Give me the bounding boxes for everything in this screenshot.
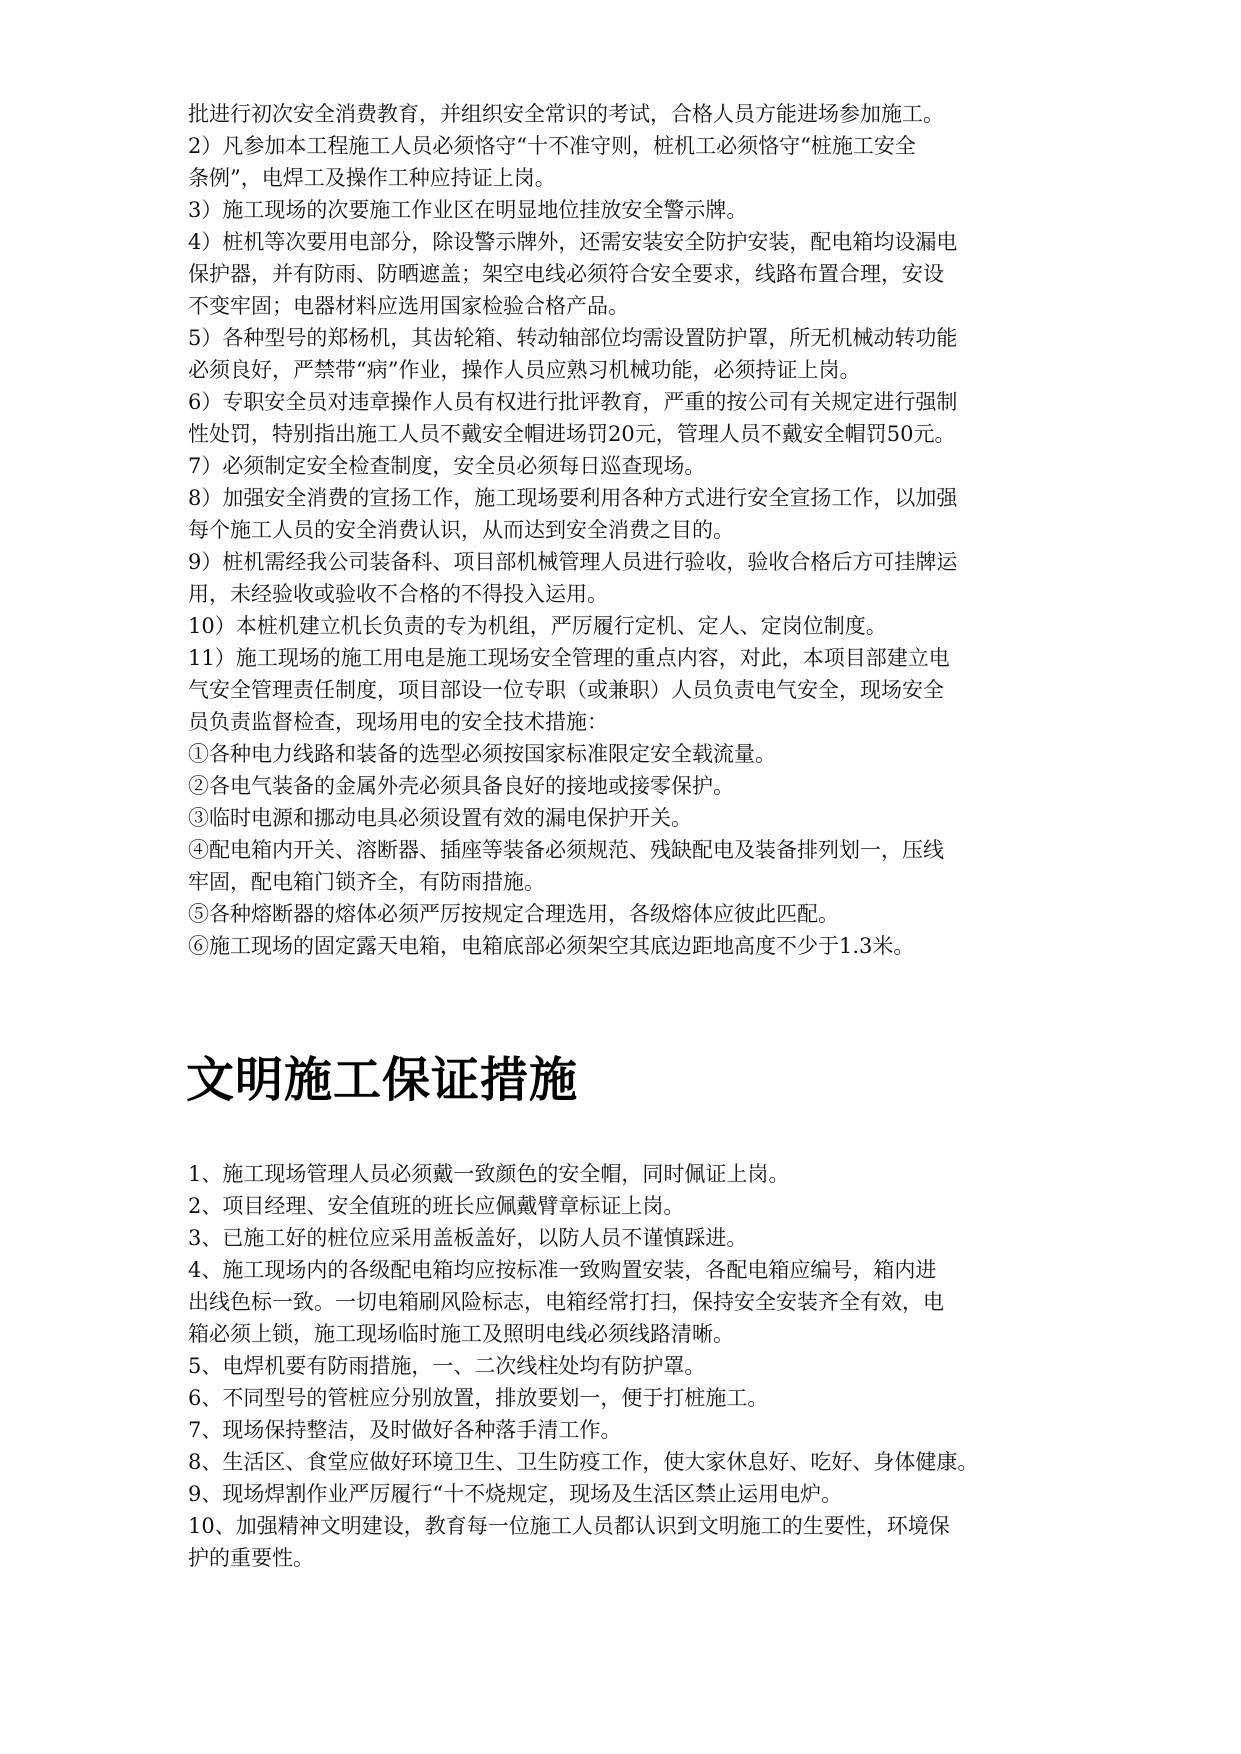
text-line: 2）凡参加本工程施工人员必须恪守“十不准守则，桩机工必须恪守“桩施工安全 [188,134,916,158]
text-line: 护的重要性。 [188,1546,314,1570]
text-line: 条例”，电焊工及操作工种应持证上岗。 [188,166,556,190]
text-line: 5）各种型号的郑杨机，其齿轮箱、转动轴部位均需设置防护罩，所无机械动转功能 [188,326,958,350]
civilized-construction-text [188,1158,1068,1574]
text-line: 2、项目经理、安全值班的班长应佩戴臂章标证上岗。 [188,1194,685,1218]
text-line: 9）桩机需经我公司装备科、项目部机械管理人员进行验收，验收合格后方可挂牌运 [188,550,958,574]
text-line: 员负责监督检查，现场用电的安全技术措施： [188,710,608,734]
text-line: 1、施工现场管理人员必须戴一致颜色的安全帽，同时佩证上岗。 [188,1162,790,1186]
text-line: 不变牢固；电器材料应选用国家检验合格产品。 [188,294,629,318]
text-line: 9、现场焊割作业严厉履行“十不烧规定，现场及生活区禁止运用电炉。 [188,1482,843,1506]
text-line: ④配电箱内开关、溶断器、插座等装备必须规范、残缺配电及装备排列划一，压线 [188,838,944,862]
text-line: 8）加强安全消费的宣扬工作，施工现场要利用各种方式进行安全宣扬工作，以加强 [188,486,958,510]
text-line: 保护器，并有防雨、防晒遮盖；架空电线必须符合安全要求，线路布置合理，安设 [188,262,944,286]
text-line: ③临时电源和挪动电具必须设置有效的漏电保护开关。 [188,806,692,830]
safety-measures-text [188,98,1068,962]
text-line: 3、已施工好的桩位应采用盖板盖好，以防人员不谨慎踩进。 [188,1226,748,1250]
text-line: 6）专职安全员对违章操作人员有权进行批评教育，严重的按公司有关规定进行强制 [188,390,958,414]
text-line: 气安全管理责任制度，项目部设一位专职（或兼职）人员负责电气安全，现场安全 [188,678,944,702]
text-line: 10）本桩机建立机长负责的专为机组，严厉履行定机、定人、定岗位制度。 [188,614,887,638]
text-line: ①各种电力线路和装备的选型必须按国家标准限定安全载流量。 [188,742,776,766]
text-line: 10、加强精神文明建设，教育每一位施工人员都认识到文明施工的生要性，环境保 [188,1514,950,1538]
text-line: 用，未经验收或验收不合格的不得投入运用。 [188,582,608,606]
text-line: 批进行初次安全消费教育，并组织安全常识的考试，合格人员方能进场参加施工。 [188,102,944,126]
text-line: 4、施工现场内的各级配电箱均应按标准一致购置安装，各配电箱应编号，箱内进 [188,1258,937,1282]
text-line: 7）必须制定安全检查制度，安全员必须每日巡查现场。 [188,454,706,478]
text-line: ⑤各种熔断器的熔体必须严厉按规定合理选用，各级熔体应彼此匹配。 [188,902,839,926]
text-line: 7、现场保持整洁，及时做好各种落手清工作。 [188,1418,622,1442]
text-line: 4）桩机等次要用电部分，除设警示牌外，还需安装安全防护安装，配电箱均设漏电 [188,230,958,254]
text-line: ⑥施工现场的固定露天电箱，电箱底部必须架空其底边距地高度不少于1.3米。 [188,934,915,958]
section-heading: 文明施工保证措施 [186,1052,579,1108]
text-line: 每个施工人员的安全消费认识，从而达到安全消费之目的。 [188,518,734,542]
text-line: 5、电焊机要有防雨措施，一、二次线柱处均有防护罩。 [188,1354,706,1378]
text-line: 牢固，配电箱门锁齐全，有防雨措施。 [188,870,545,894]
text-line: 11）施工现场的施工用电是施工现场安全管理的重点内容，对此，本项目部建立电 [188,646,950,670]
text-line: 必须良好，严禁带“病”作业，操作人员应熟习机械功能，必须持证上岗。 [188,358,861,382]
text-line: ②各电气装备的金属外壳必须具备良好的接地或接零保护。 [188,774,734,798]
text-line: 性处罚，特别指出施工人员不戴安全帽进场罚20元，管理人员不戴安全帽罚50元。 [188,422,956,446]
text-line: 3）施工现场的次要施工作业区在明显地位挂放安全警示牌。 [188,198,748,222]
text-line: 6、不同型号的管桩应分别放置，排放要划一，便于打桩施工。 [188,1386,769,1410]
text-line: 箱必须上锁，施工现场临时施工及照明电线必须线路清晰。 [188,1322,734,1346]
text-line: 8、生活区、食堂应做好环境卫生、卫生防疫工作，使大家休息好、吃好、身体健康。 [188,1450,979,1474]
text-line: 出线色标一致。一切电箱刷风险标志，电箱经常打扫，保持安全安装齐全有效，电 [188,1290,944,1314]
